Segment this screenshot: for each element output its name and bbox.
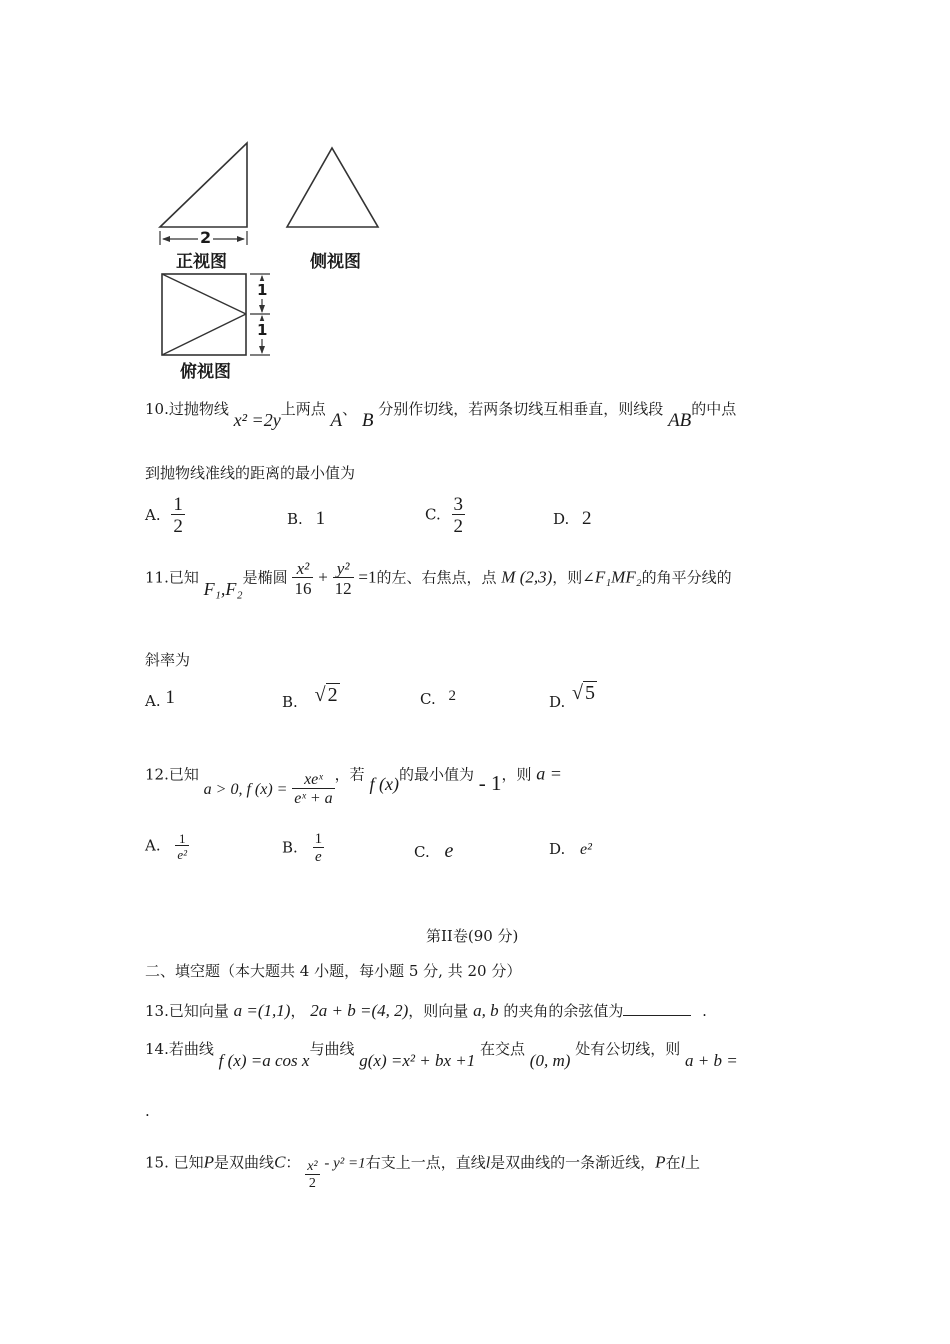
q10-text-d: 的中点 [691, 400, 737, 418]
q15-c: C [274, 1152, 286, 1172]
option-label: B. [287, 510, 303, 528]
dim-h1-label: 1 [257, 281, 268, 299]
q15-l2: l [680, 1154, 686, 1172]
q10-point-b: B [361, 410, 374, 431]
q14-text-c: 在交点 [480, 1040, 526, 1058]
q11-option-a[interactable] [145, 687, 175, 712]
q10-number: 10. [145, 400, 169, 418]
q15-text-b: 是双曲线 [214, 1153, 275, 1172]
q12-ask: a = [536, 763, 562, 784]
q11-text-c: 的左、右焦点，点 [376, 568, 497, 587]
q10-parabola: x² =2y [233, 410, 281, 430]
q15-equation-rest: - y² =1 [324, 1155, 366, 1172]
q12-function-frac: $\frac{\text{xeˣ}}{\text{eˣ + a}}$ [294, 771, 333, 807]
q10-text-c: 分别作切线，若两条切线互相垂直，则线段 [378, 400, 664, 418]
q15-p2: P [655, 1152, 666, 1172]
q11-frac-y: $\frac{\text{y²}}{12}$ [334, 559, 352, 598]
q11-text-b: 是椭圆 [242, 568, 288, 587]
fraction: $\frac{1}{2}$ [173, 494, 183, 537]
option-label: B. [282, 693, 298, 711]
top-view-label: 俯视图 [180, 362, 231, 382]
option-label: D. [553, 510, 570, 528]
side-view-triangle [287, 148, 378, 227]
q12-option-a[interactable] [145, 832, 189, 861]
q15-number: 15. [145, 1153, 169, 1172]
q10-option-d[interactable] [553, 508, 592, 530]
q12-text-d: ，则 [501, 765, 532, 784]
option-label: C. [414, 843, 430, 861]
q14-number: 14. [145, 1040, 169, 1058]
front-view-triangle [160, 143, 247, 227]
top-view-square [162, 274, 246, 355]
q12-text-b: ，若 [334, 765, 365, 784]
q10-point-a: A [330, 410, 343, 431]
option-label: A. [145, 692, 161, 710]
q13-text-a: 已知向量 [168, 1002, 229, 1020]
q11-number: 11. [145, 568, 169, 587]
q10-line2: 到抛物线准线的距离的最小值为 [145, 464, 356, 482]
q10-text: 过抛物线 [168, 400, 229, 418]
q14-ask: a + b = [684, 1051, 738, 1070]
sqrt-5: √ 5 [572, 682, 596, 704]
q14-end: . [145, 1102, 150, 1120]
option-label: D. [549, 693, 566, 711]
three-view-figure [150, 135, 390, 385]
q12-min-value: - 1 [478, 770, 502, 795]
q12-option-c[interactable] [414, 840, 453, 863]
q12-text-c: 的最小值为 [398, 765, 474, 784]
dim-h2-label: 1 [257, 321, 268, 339]
fraction: $\frac{1}{e}$ [314, 831, 323, 865]
option-label: A. [145, 836, 161, 855]
q11-text-d: ，则∠ [552, 568, 595, 587]
question-15 [145, 1148, 701, 1191]
q11-text-a: 已知 [168, 568, 199, 587]
q12-option-b[interactable] [282, 832, 324, 865]
option-value: 1 [315, 508, 326, 529]
q10-segment: AB [668, 410, 692, 431]
q15-text-f: 上 [685, 1153, 701, 1172]
q13-expression: 2a + b =(4, 2) [310, 1001, 409, 1020]
answer-blank[interactable] [623, 1001, 691, 1016]
question-14 [145, 1038, 738, 1070]
q13-end: . [702, 1002, 707, 1020]
q10-sep: 、 [342, 400, 358, 418]
q10-option-b[interactable] [287, 508, 325, 530]
q10-text-b: 上两点 [280, 400, 326, 418]
q12-condition: a > 0, f (x) = [203, 780, 288, 798]
option-value: e [444, 840, 454, 862]
option-label: C. [420, 690, 436, 708]
option-value: 2 [582, 508, 592, 529]
q12-text-a: 已知 [168, 765, 199, 784]
q13-text-c: 的夹角的余弦值为 [503, 1002, 624, 1020]
q12-option-d[interactable] [549, 840, 592, 859]
q13-number: 13. [145, 1002, 169, 1020]
sqrt-2: √ 2 [314, 684, 338, 706]
q12-number: 12. [145, 765, 169, 784]
question-11 [145, 560, 732, 597]
q14-text-d: 处有公切线，则 [575, 1040, 681, 1058]
q11-eq1: =1 [358, 567, 377, 587]
q13-comma: ， [290, 1002, 306, 1020]
q11-plus: + [318, 567, 328, 587]
q11-text-e: 的角平分线的 [641, 568, 732, 587]
q15-l: l [485, 1154, 491, 1172]
q11-line2: 斜率为 [145, 651, 191, 669]
option-value: 2 [448, 688, 456, 704]
option-value: 1 [165, 687, 175, 708]
q13-text-b: ，则向量 [408, 1002, 469, 1020]
q11-frac-x: $\frac{\text{x²}}{16}$ [294, 559, 312, 598]
q12-fx: f (x) [369, 773, 399, 794]
q14-text-b: 与曲线 [309, 1040, 355, 1058]
q10-option-a[interactable] [145, 495, 185, 536]
q15-colon: ： [285, 1153, 301, 1172]
option-label: B. [282, 838, 298, 857]
q15-text-c: 右支上一点，直线 [365, 1153, 486, 1172]
option-label: D. [549, 840, 566, 858]
q15-text-e: 在 [665, 1153, 681, 1172]
q11-option-b[interactable] [282, 684, 340, 713]
q14-text-a: 若曲线 [168, 1040, 214, 1058]
q11-option-d[interactable] [549, 682, 597, 713]
q13-vectors: a, b [473, 1001, 499, 1020]
front-view-label: 正视图 [176, 252, 227, 272]
q15-p: P [203, 1152, 215, 1172]
q11-option-c[interactable] [420, 690, 456, 709]
q11-foci: F₁,F₂ [203, 578, 243, 599]
q15-text-a: 已知 [173, 1153, 204, 1172]
part2-title: 第II卷(90 分) [426, 927, 519, 945]
fraction: $\frac{1}{\text{e²}}$ [177, 831, 188, 862]
q15-text-d: 是双曲线的一条渐近线， [490, 1153, 656, 1172]
option-label: A. [145, 505, 161, 524]
dim-width-label: 2 [200, 228, 212, 247]
question-13 [145, 1000, 707, 1021]
q15-frac: $\frac{\text{x²}}{2}$ [307, 1159, 318, 1191]
side-view-label: 侧视图 [310, 252, 361, 272]
question-10 [145, 398, 737, 431]
q11-angle: F₁MF₂ [594, 567, 642, 587]
q14-point: (0, m) [529, 1051, 571, 1070]
option-label: C. [425, 505, 441, 524]
q11-point: M (2,3) [501, 567, 553, 587]
fraction: $\frac{3}{2}$ [453, 494, 463, 537]
question-12 [145, 758, 562, 807]
q13-vector-a: a =(1,1) [233, 1001, 291, 1020]
option-value: e² [580, 841, 592, 858]
q14-f: f (x) =a cos x [218, 1051, 310, 1070]
q14-g: g(x) =x² + bx +1 [359, 1051, 476, 1070]
q10-option-c[interactable] [425, 495, 465, 536]
section-heading: 二、填空题（本大题共 4 小题，每小题 5 分, 共 20 分） [145, 962, 522, 980]
